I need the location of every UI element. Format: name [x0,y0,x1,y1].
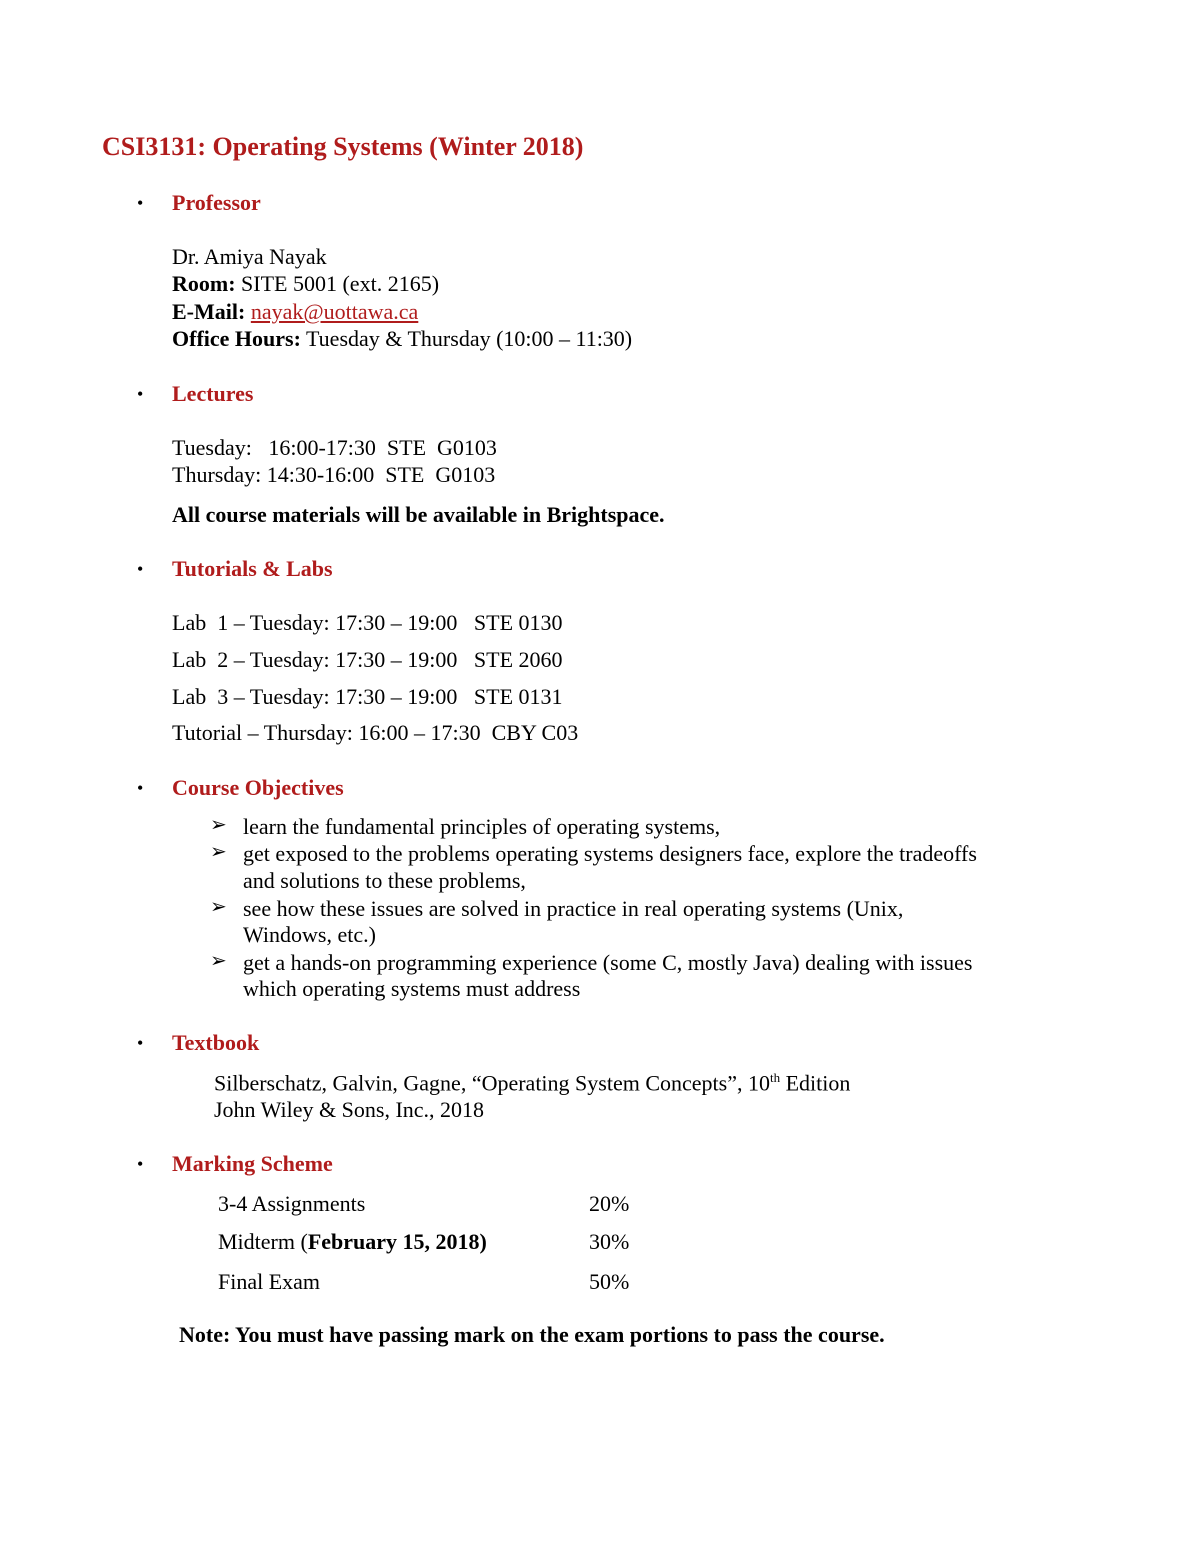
professor-room [172,273,439,295]
marking-item: Final Exam [218,1269,321,1294]
lab-line: Lab 1 – Tuesday: 17:30 – 19:00 STE 0130 [172,610,563,635]
marking-item: 3-4 Assignments [218,1191,366,1216]
objective-item-cont: which operating systems must address [243,976,581,1001]
professor-email [172,301,418,323]
passing-note: Note: You must have passing mark on the exam portions to pass the course. [179,1322,885,1347]
bullet: • [137,384,144,404]
page-title: CSI3131: Operating Systems (Winter 2018) [102,132,584,161]
professor-name: Dr. Amiya Nayak [172,244,327,269]
email-label: E-Mail: [172,299,246,324]
objective-item-cont: Windows, etc.) [243,922,376,947]
bullet: • [137,193,144,213]
textbook-title: Silberschatz, Galvin, Gagne, “Operating System Concepts”, 10 [214,1070,770,1096]
tutorial-line: Tutorial – Thursday: 16:00 – 17:30 CBY C03 [172,720,579,745]
office-hours-label: Office Hours: [172,326,301,351]
bullet: • [137,1154,144,1174]
lecture-line: Thursday: 14:30-16:00 STE G0103 [172,462,496,487]
midterm-date: February 15, 2018) [307,1229,487,1254]
objective-item: get exposed to the problems operating systems designers face, explore the tradeoffs [243,841,977,866]
bullet: • [137,559,144,579]
objective-item: get a hands-on programming experience (some C, mostly Java) dealing with issues [243,950,973,975]
section-heading-objectives: Course Objectives [172,775,344,800]
lab-line: Lab 2 – Tuesday: 17:30 – 19:00 STE 2060 [172,647,563,672]
arrow-bullet-icon: ➢ [210,896,227,918]
section-heading-textbook: Textbook [172,1030,260,1055]
section-heading-marking: Marking Scheme [172,1151,333,1176]
objective-item: see how these issues are solved in practice in real operating systems (Unix, [243,896,904,921]
objective-item: learn the fundamental principles of operating systems, [243,814,721,839]
section-heading-lectures: Lectures [172,381,254,406]
office-hours-value: Tuesday & Thursday (10:00 – 11:30) [306,326,633,351]
email-link[interactable]: nayak@uottawa.ca [250,299,419,324]
textbook-line [214,1071,850,1094]
marking-weight: 30% [589,1229,630,1254]
midterm-label: Midterm ( [218,1229,308,1254]
marking-weight: 20% [589,1191,630,1216]
lecture-line: Tuesday: 16:00-17:30 STE G0103 [172,435,497,460]
objective-item-cont: and solutions to these problems, [243,868,526,893]
professor-office-hours [172,328,632,350]
marking-weight: 50% [589,1269,630,1294]
bullet: • [137,1033,144,1053]
marking-item [218,1231,487,1253]
section-heading-tutorials: Tutorials & Labs [172,556,333,581]
section-heading-professor: Professor [172,190,261,215]
lectures-note: All course materials will be available in Brightspace. [172,502,665,527]
edition-word: Edition [780,1070,851,1096]
arrow-bullet-icon: ➢ [210,814,227,836]
arrow-bullet-icon: ➢ [210,950,227,972]
room-label: Room: [172,271,236,296]
arrow-bullet-icon: ➢ [210,841,227,863]
lab-line: Lab 3 – Tuesday: 17:30 – 19:00 STE 0131 [172,684,563,709]
room-value: SITE 5001 (ext. 2165) [241,271,440,296]
bullet: • [137,778,144,798]
textbook-publisher: John Wiley & Sons, Inc., 2018 [214,1097,485,1122]
edition-suffix: th [769,1070,781,1085]
